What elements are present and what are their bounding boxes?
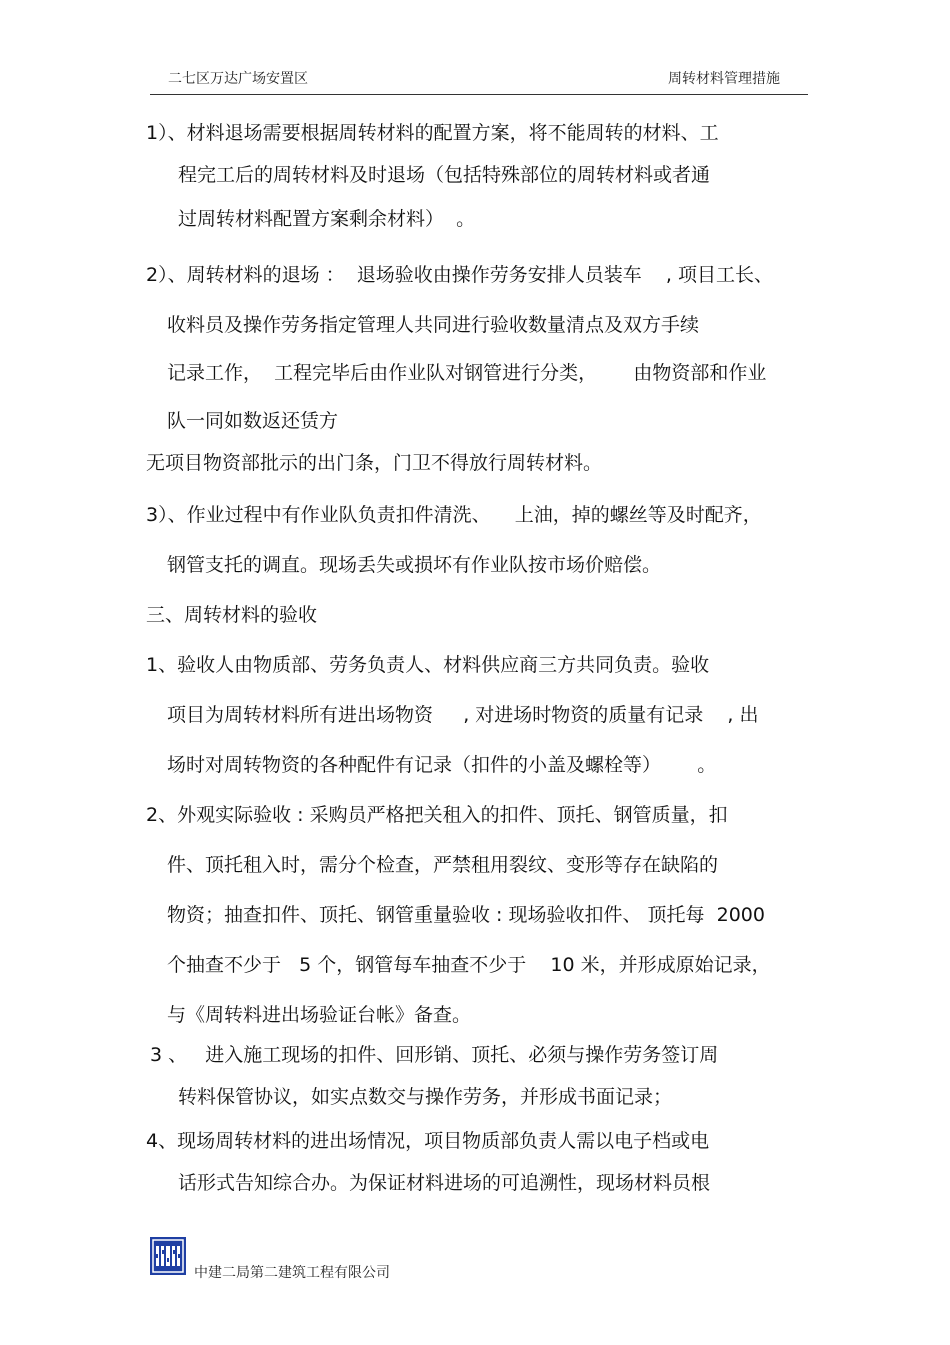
header-project-name: 二七区万达广场安置区 [168, 71, 308, 87]
paragraph-line: 4、现场周转材料的进出场情况，项目物质部负责人需以电子档或电 [146, 1130, 710, 1152]
paragraph-line: 过周转材料配置方案剩余材料） 。 [178, 208, 476, 230]
paragraph-line: 话形式告知综合办。为保证材料进场的可追溯性，现场材料员根 [178, 1172, 711, 1194]
paragraph-line: 个抽查不少于 5 个，钢管每车抽查不少于 10 米，并形成原始记录， [167, 954, 771, 976]
company-logo [150, 1237, 186, 1275]
cscec-logo-icon [150, 1237, 186, 1275]
paragraph-line: 1）、材料退场需要根据周转材料的配置方案，将不能周转的材料、工 [146, 122, 719, 144]
paragraph-line: 收料员及操作劳务指定管理人共同进行验收数量清点及双方手续 [167, 314, 700, 336]
paragraph-line: 2）、周转材料的退场 ： 退场验收由操作劳务安排人员装车 , 项目工长、 [146, 264, 773, 286]
paragraph-line: 场时对周转物资的各种配件有记录（扣件的小盖及螺栓等） 。 [167, 754, 717, 776]
paragraph-line: 1、验收人由物质部、劳务负责人、材料供应商三方共同负责。验收 [146, 654, 710, 676]
header-divider [150, 94, 808, 95]
paragraph-line: 无项目物资部批示的出门条，门卫不得放行周转材料。 [146, 452, 603, 474]
paragraph-line: 程完工后的周转材料及时退场（包括特殊部位的周转材料或者通 [178, 164, 711, 186]
paragraph-line: 钢管支托的调直。现场丢失或损坏有作业队按市场价赔偿。 [167, 554, 662, 576]
footer-company-name: 中建二局第二建筑工程有限公司 [194, 1265, 390, 1281]
paragraph-line: 队一同如数返还赁方 [167, 410, 339, 432]
section-heading: 三、周转材料的验收 [146, 604, 318, 626]
paragraph-line: 与《周转料进出场验证台帐》备查。 [167, 1004, 472, 1026]
paragraph-line: 物资；抽查扣件、顶托、钢管重量验收 : 现场验收扣件、 顶托每 2000 [167, 904, 765, 926]
paragraph-line: 3）、作业过程中有作业队负责扣件清洗、 上油，掉的螺丝等及时配齐， [146, 504, 762, 526]
header-section-title: 周转材料管理措施 [668, 71, 780, 87]
paragraph-line: 3 、 进入施工现场的扣件、回形销、顶托、必须与操作劳务签订周 [150, 1044, 719, 1066]
paragraph-line: 记录工作， 工程完毕后由作业队对钢管进行分类， 由物资部和作业 [167, 362, 767, 384]
paragraph-line: 2、外观实际验收 : 采购员严格把关租入的扣件、顶托、钢管质量，扣 [146, 804, 728, 826]
paragraph-line: 件、顶托租入时，需分个检查，严禁租用裂纹、变形等存在缺陷的 [167, 854, 719, 876]
paragraph-line: 项目为周转材料所有进出场物资 , 对进场时物资的质量有记录 , 出 [167, 704, 759, 726]
paragraph-line: 转料保管协议，如实点数交与操作劳务，并形成书面记录； [178, 1086, 673, 1108]
